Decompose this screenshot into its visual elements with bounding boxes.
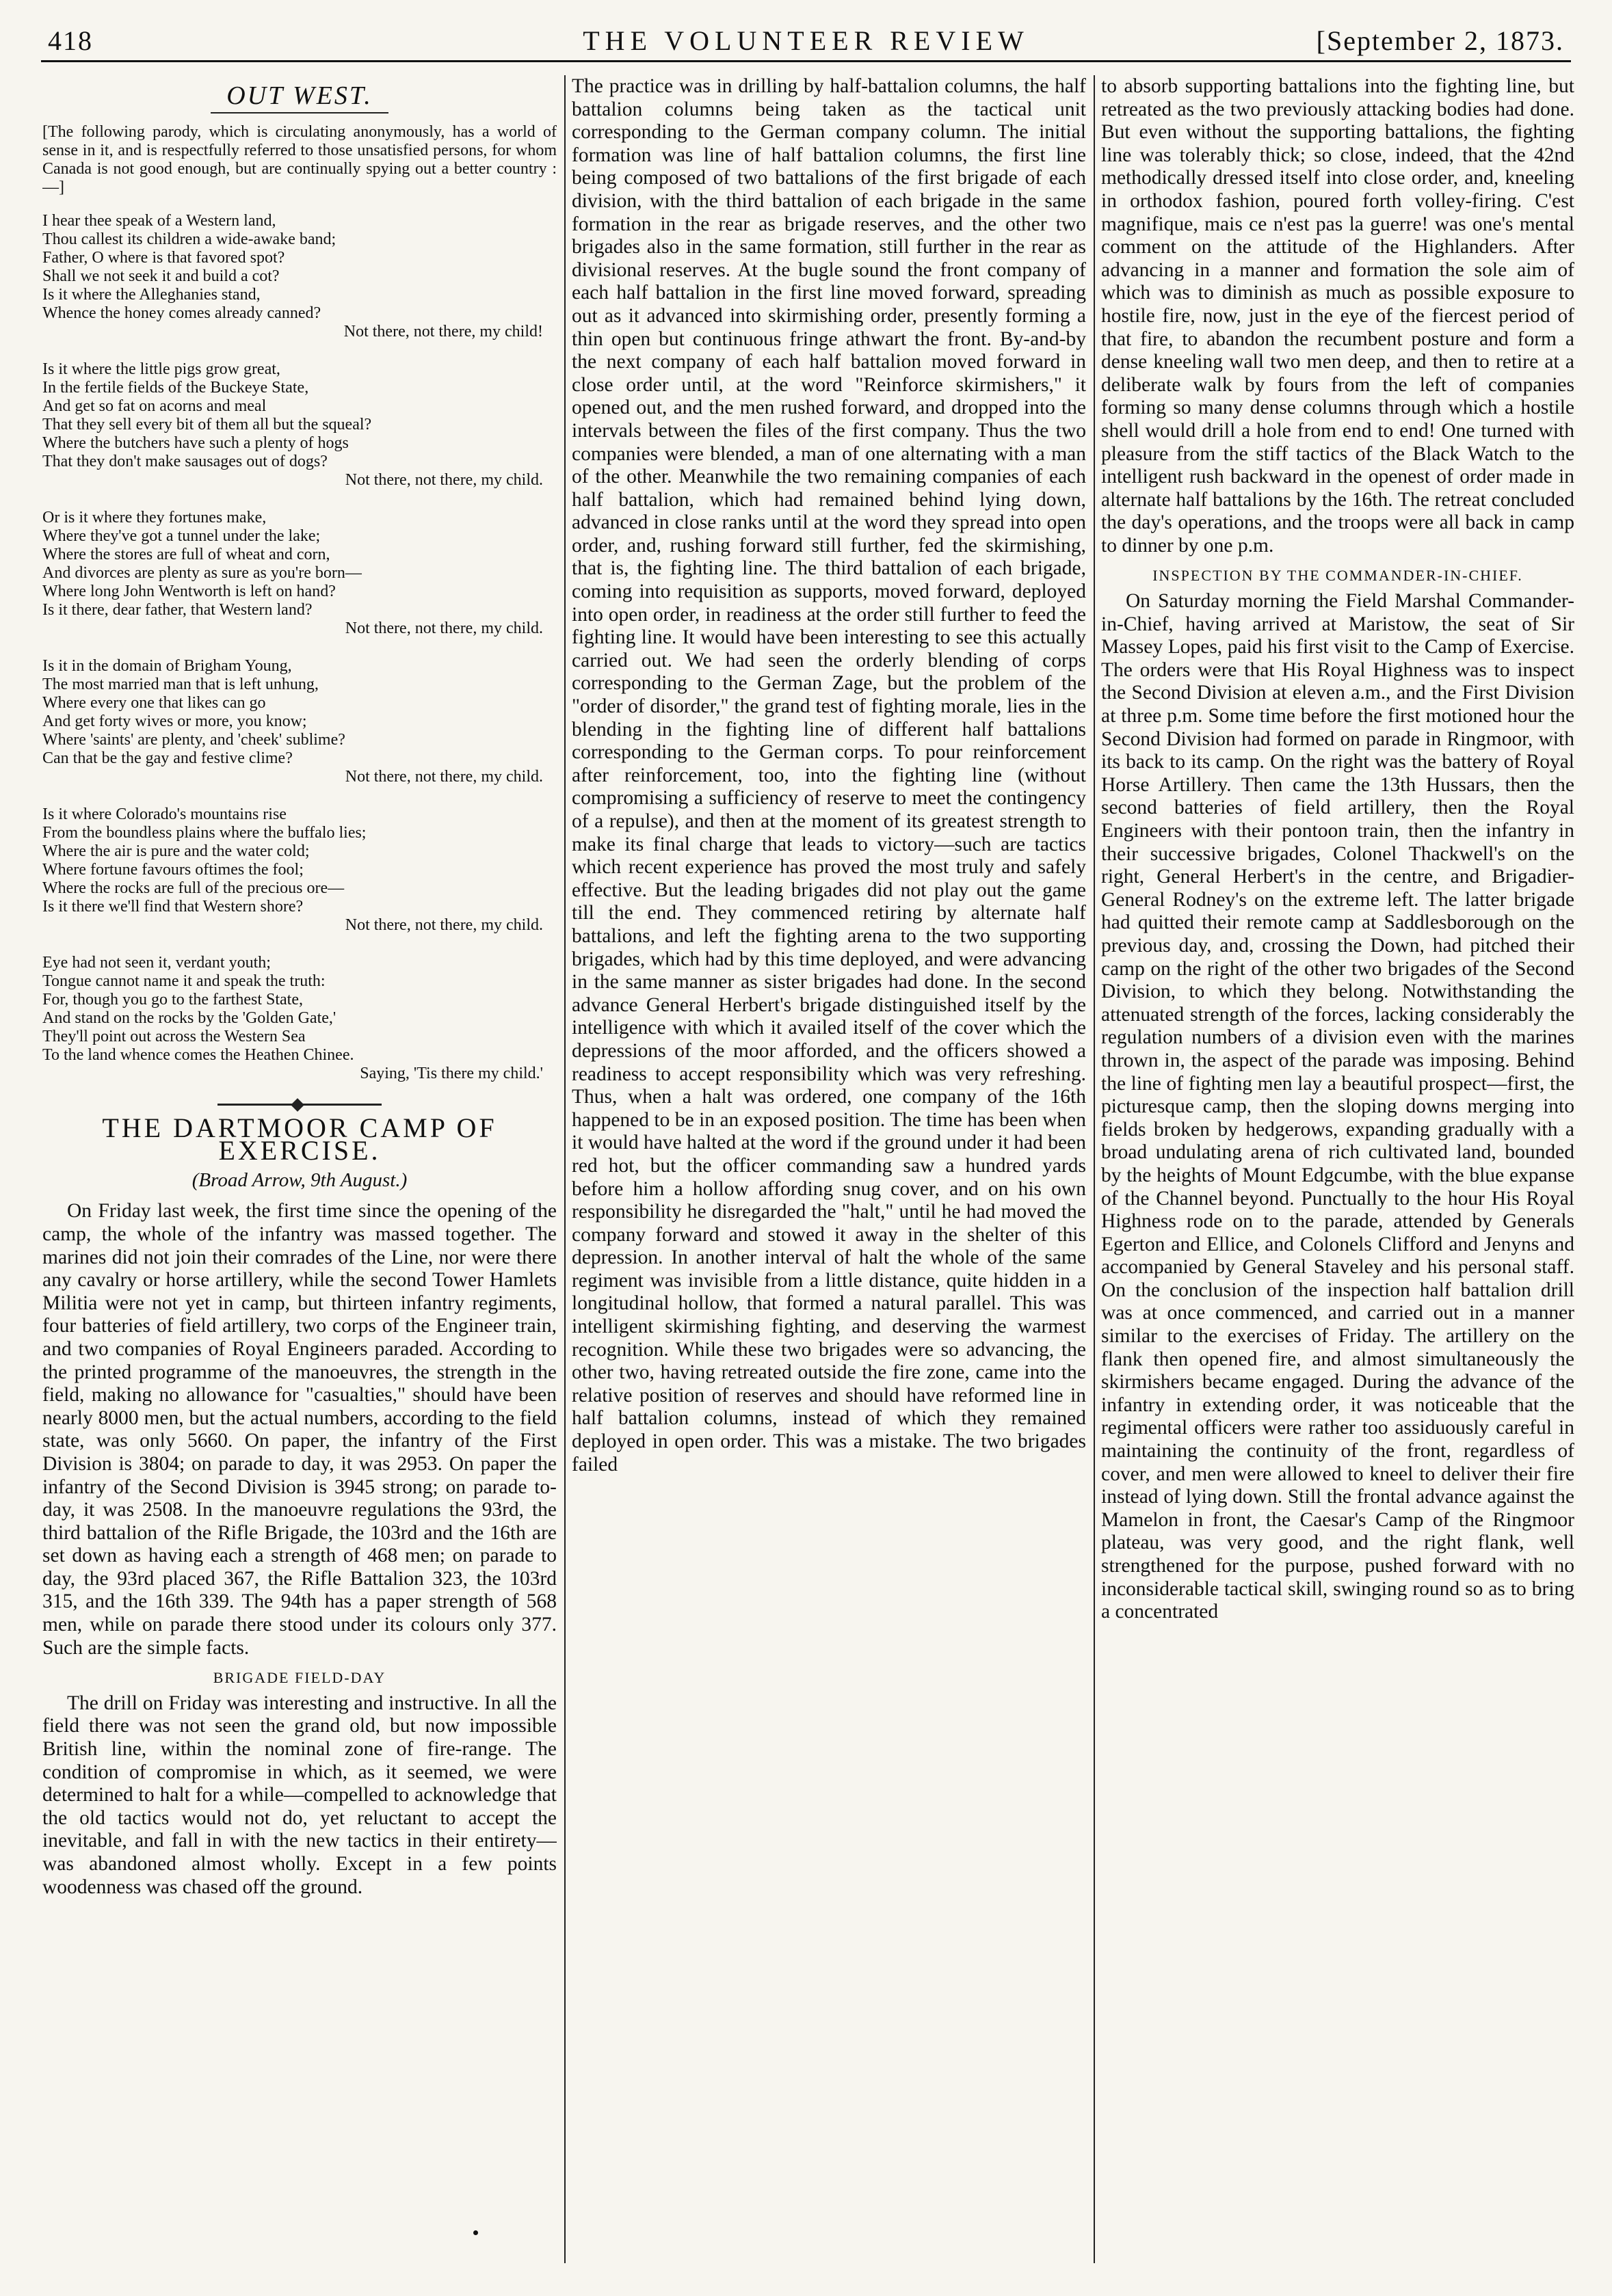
poem-line: Where long John Wentworth is left on hand?: [42, 582, 336, 600]
poem-line: Where the stores are full of wheat and corn,: [42, 545, 330, 563]
poem-line: And stand on the rocks by the 'Golden Gate,': [42, 1009, 336, 1027]
poem-line: I hear thee speak of a Western land,: [42, 211, 276, 230]
poem-line: Thou callest its children a wide-awake band;: [42, 230, 336, 248]
issue-date: [September 2, 1873.: [1316, 25, 1564, 56]
article-paragraph: The practice was in drilling by half-battalion columns, the half battalion columns being taken as the tactical unit corresponding to the German company column. The initial formation was line of half battalion columns, the first line being composed of two battalions of the first brigade of each division, with the third battalion of each brigade in the same formation in the rear as brigade reserves, and the other two brigades also in the same formation, still further in the rear as divisional reserves. At the bugle sound the front company of each half battalion in the first line moved forward, spreading out as it advanced into skirmishing order, presently forming a thin open but continuous fringe athwart the front. By-and-by the next company of each half battalion moved forward in close order until, at the word "Reinforce skirmishers," it opened out, and the men rushed forward, and dropped into the intervals between the files of the first company. Thus the two companies were blended, a man of one alternating with a man of the other. Meanwhile the two remaining companies of each half battalion, which had remained behind lying down, advanced in close ranks until at the word they spread into open order, and, rushing forward still further, fed the skirmishing, that is, the fighting line. The third battalion of each brigade, coming into requisition as supports, moved forward, deployed into open order, in readiness at the order still further to feed the fighting line. It would have been interesting to see this actually carried out. We had seen the orderly blending of corps corresponding to the German Zage, but the problem of the "order of disorder," the grand test of fighting morale, lies in the blending in the fighting line of different half battalions corresponding to the German corps. To pour reinforcement after reinforcement, too, into the fighting line (without compromising a sufficiency of reserve to meet the contingency of a repulse), and then at the moment of its greatest strength to make its final charge that leads to victory—such are tactics which recent experience has proved the most truly and safely effective. But the leading brigades did not play out the game till the end. They commenced retiring by alternate half battalions, and left the fighting arena to the two supporting brigades, which had by this time deployed, and were advancing in the same manner as sister brigades had done. In the second advance General Herbert's brigade distinguished itself by the intelligence with which it availed itself of the cover which the depressions of the moor afforded, and the officers showed a readiness to accept responsibility which was very refreshing. Thus, when a halt was ordered, one company of the 16th happened to be in an exposed position. The time has been when it would have halted at the word if the ground under it had been red hot, but the officer commanding saw a hundred yards before him a hollow affording snug cover, and on his own responsibility he disregarded the "halt," until he had moved the company forward and stowed it away in the shelter of this depression. In another interval of halt the whole of the same regiment was invisible from a little distance, quite hidden in a longitudinal hollow, that formed a natural parallel. This was intelligent skirmishing fighting, and deserving the warmest recognition. While these two brigades were so advancing, the other two, having retreated outside the fire zone, came into the relative position of reserves and should have reformed line in half battalion columns, instead of which they remained deployed in open order. This was a mistake. The two brigades failed: [572, 75, 1086, 1476]
poem-line: Shall we not seek it and build a cot?: [42, 267, 280, 285]
poem-title: OUT WEST.: [226, 81, 373, 110]
poem-line: Whence the honey comes already canned?: [42, 304, 321, 322]
page-number: 418: [48, 25, 93, 56]
poem-refrain: Not there, not there, my child.: [345, 767, 543, 786]
poem-line: And get forty wives or more, you know;: [42, 712, 307, 730]
poem-line: To the land whence comes the Heathen Chinee.: [42, 1045, 354, 1064]
divider: [211, 112, 388, 114]
poem-line: They'll point out across the Western Sea: [42, 1027, 306, 1045]
poem-intro: [The following parody, which is circulating anonymously, has a world of sense in it, and is respectfully referred to those unsatisfied persons, for whom Canada is not good enough, but are continually spying out a better country :—]: [42, 122, 557, 196]
poem-line: In the fertile fields of the Buckeye State,: [42, 378, 309, 397]
poem-line: Is it there, dear father, that Western land?: [42, 600, 313, 619]
column-rule: [564, 75, 566, 2263]
poem-line: Is it in the domain of Brigham Young,: [42, 656, 292, 675]
poem-line: Where the rocks are full of the precious ore—: [42, 879, 345, 897]
poem-line: The most married man that is left unhung,: [42, 675, 319, 693]
poem-line: Where fortune favours oftimes the fool;: [42, 860, 304, 879]
poem-refrain: Not there, not there, my child.: [345, 470, 543, 489]
poem-line: Where the butchers have such a plenty of hogs: [42, 433, 349, 452]
article-paragraph: On Saturday morning the Field Marshal Commander-in-Chief, having arrived at Maristow, the seat of Sir Massey Lopes, paid his first visit to the Camp of Exercise. The orders were that His Royal Highness was to inspect the Second Division at eleven a.m., and the First Division at three p.m. Some time before the first motioned hour the Second Division had formed on parade in Ringmoor, with its back to its camp. On the right was the battery of Royal Horse Artillery. Then came the 13th Hussars, then the second batteries of field artillery, then the Royal Engineers with their pontoon train, then the infantry in their successive brigades, Colonel Thackwell's on the right, General Herbert's in the centre, and Brigadier-General Rodney's on the extreme left. The latter brigade had quitted their remote camp at Saddlesborough on the previous day, and, crossing the Down, had pitched their camp on the right of the other two brigades of the Second Division, to which they belong. Notwithstanding the attenuated strength of the forces, lacking considerably the regulation numbers of a division even with the marines thrown in, the aspect of the parade was imposing. Behind the line of fighting men lay a beautiful prospect—first, the picturesque camp, then the sloping downs merging into fields broken by hedgerows, expanding gradually with a broad undulating arena of rich cultivated land, bounded by the heights of Mount Edgcumbe, with the blue expanse of the Channel beyond. Punctually to the hour His Royal Highness rode on to the parade, attended by Generals Egerton and Ellice, and Colonels Clifford and Jenyns and accompanied by General Staveley and his personal staff. On the conclusion of the inspection half battalion drill was at once commenced, and carried out in a manner similar to the exercises of Friday. The artillery on the flank then opened fire, and almost simultaneously the skirmishers became engaged. During the advance of the infantry in extending order, it was noticeable that the regimental officers were rather too assiduously careful in maintaining the continuity of the front, regardless of cover, and men were allowed to kneel to deliver their fire instead of lying down. Still the frontal advance against the Mamelon in front, the Caesar's Camp of the Ringmoor plateau, was very good, and the right flank, well strengthened for the purpose, pushed forward with no inconsiderable tactical skill, swinging round so as to bring a concentrated: [1101, 590, 1574, 1623]
poem-refrain: Not there, not there, my child.: [345, 619, 543, 637]
poem-line: And get so fat on acorns and meal: [42, 397, 267, 415]
poem-line: Can that be the gay and festive clime?: [42, 749, 293, 767]
poem-stanza: [42, 509, 557, 638]
poem-stanza: [42, 360, 557, 490]
section-ornament: [217, 1104, 382, 1106]
article-paragraph: On Friday last week, the first time since the opening of the camp, the whole of the infantry was massed together. The marines did not join their comrades of the Line, nor were there any cavalry or horse artillery, while the second Tower Hamlets Militia were not yet in camp, but thirteen infantry regiments, four batteries of field artillery, two corps of the Engineer train, and two companies of Royal Engineers paraded. According to the printed programme of the manoeuvres, the strength in the field, making no allowance for "casualties," should have been nearly 8000 men, but the actual numbers, according to the field state, was only 5660. On paper, the infantry of the First Division is 3804; on parade to day, it was 2953. On paper the infantry of the Second Division is 3945 strong; on parade to-day, it was 2508. In the manoeuvre regulations the 93rd, the third battalion of the Rifle Brigade, the 103rd and the 16th are set down as having each a strength of 468 men; on parade to day, the 93rd placed 367, the Rifle Battalion 323, the 103rd 315, and the 16th 339. The 94th has a paper strength of 568 men, while on parade there stood under its colours only 377. Such are the simple facts.: [42, 1200, 557, 1659]
poem-refrain: Not there, not there, my child!: [343, 322, 543, 341]
poem-stanza: [42, 657, 557, 786]
poem-line: And divorces are plenty as sure as you're born—: [42, 563, 362, 582]
article-dateline: (Broad Arrow, 9th August.): [191, 1169, 408, 1191]
poem-line: That they don't make sausages out of dogs?: [42, 452, 328, 470]
subheading: INSPECTION BY THE COMMANDER-IN-CHIEF.: [1152, 567, 1523, 585]
poem-line: That they sell every bit of them all but the squeal?: [42, 415, 372, 433]
column-3: [1101, 75, 1574, 2263]
poem-line: For, though you go to the farthest State,: [42, 990, 303, 1009]
page-header: [41, 19, 1571, 62]
poem-line: Or is it where they fortunes make,: [42, 508, 267, 526]
poem-line: Where they've got a tunnel under the lake;: [42, 526, 321, 545]
poem-line: Where the air is pure and the water cold;: [42, 842, 310, 860]
article-paragraph: to absorb supporting battalions into the fighting line, but retreated as the two previously attacking bodies had done. But even without the supporting battalions, the fighting line was tolerably thick; so close, indeed, that the 42nd methodically dressed itself into close order, and, kneeling in orthodox fashion, poured forth volley-firing. C'est magnifique, mais ce n'est pas la guerre! was one's mental comment on the attitude of the Highlanders. After advancing in a manner and formation the sole aim of which was to diminish as much as possible exposure to hostile fire, now, just in the eye of the fiercest period of that fire, to abandon the recumbent posture and form a dense kneeling wall two men deep, and then to retire at a deliberate walk by fours from the left of companies forming so many dense columns through which a hostile shell would drill a hole from end to end! One turned with pleasure from the stiff tactics of the Black Watch to the intelligent rush backward in the openest of order made in alternate half battalions by the 16th. The retreat concluded the day's operations, and the troops were all back in camp to dinner by one p.m.: [1101, 75, 1574, 557]
poem-refrain: Not there, not there, my child.: [345, 916, 543, 934]
column-1: [42, 75, 557, 2263]
poem-line: Is it where the Alleghanies stand,: [42, 285, 261, 304]
poem-stanza: [42, 954, 557, 1083]
poem-stanza: [42, 805, 557, 935]
column-2: [572, 75, 1086, 2263]
poem-line: Where every one that likes can go: [42, 693, 266, 712]
publication-title: THE VOLUNTEER REVIEW: [583, 25, 1029, 56]
poem-stanza: [42, 212, 557, 341]
article-title: THE DARTMOOR CAMP OF EXERCISE.: [102, 1112, 497, 1166]
footer-dot: [473, 2230, 478, 2235]
subheading: BRIGADE FIELD-DAY: [213, 1669, 386, 1687]
poem-line: Where 'saints' are plenty, and 'cheek' sublime?: [42, 730, 345, 749]
poem-line: Tongue cannot name it and speak the truth:: [42, 972, 326, 990]
poem-line: Eye had not seen it, verdant youth;: [42, 953, 271, 972]
poem-refrain: Saying, 'Tis there my child.': [360, 1064, 543, 1082]
poem-line: Father, O where is that favored spot?: [42, 248, 285, 267]
poem-line: Is it where Colorado's mountains rise: [42, 805, 287, 823]
poem-line: Is it there we'll find that Western shore?: [42, 897, 304, 916]
poem-line: From the boundless plains where the buffalo lies;: [42, 823, 367, 842]
column-rule: [1094, 75, 1095, 2263]
poem-body: [42, 212, 557, 1083]
poem-line: Is it where the little pigs grow great,: [42, 360, 280, 378]
article-paragraph: The drill on Friday was interesting and instructive. In all the field there was not seen the grand old, but now impossible British line, within the nominal zone of fire-range. The condition of compromise in which, as it seemed, we were determined to halt for a while—compelled to acknowledge that the old tactics would not do, yet reluctant to accept the inevitable, and fall in with the new tactics in their entirety—was abandoned almost wholly. Except in a few points woodenness was chased off the ground.: [42, 1692, 557, 1898]
